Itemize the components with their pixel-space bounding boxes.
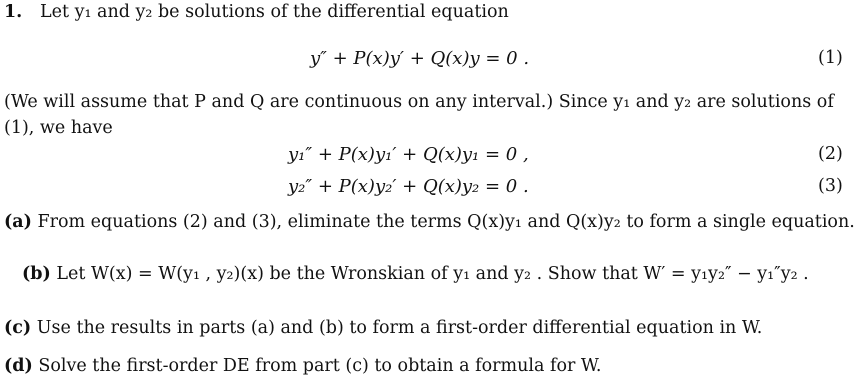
part-b-label: (b) [22, 264, 51, 284]
equation-3: y₂″ + P(x)y₂′ + Q(x)y₂ = 0 . [288, 176, 529, 197]
part-b [22, 264, 809, 284]
equation-2-tag: (2) [818, 144, 843, 164]
equation-1: y″ + P(x)y′ + Q(x)y = 0 . [310, 48, 530, 69]
part-b-text: Let W(x) = W(y₁ , y₂)(x) be the Wronskian of y₁ and y₂ . Show that W′ = y₁y₂″ − y₁″y₂ . [56, 264, 809, 284]
problem-number: 1. [4, 2, 23, 22]
part-a-label: (a) [4, 212, 32, 232]
part-c-label: (c) [4, 318, 32, 338]
assumption-line-1: (We will assume that P and Q are continuous on any interval.) Since y₁ and y₂ are solutions of [4, 92, 834, 112]
part-d-label: (d) [4, 356, 33, 376]
equation-2: y₁″ + P(x)y₁′ + Q(x)y₁ = 0 , [288, 144, 529, 165]
part-d-text: Solve the first-order DE from part (c) to obtain a formula for W. [38, 356, 602, 376]
part-a-text: From equations (2) and (3), eliminate the terms Q(x)y₁ and Q(x)y₂ to form a single equation. [37, 212, 855, 232]
equation-1-tag: (1) [818, 48, 843, 68]
part-c-text: Use the results in parts (a) and (b) to form a first-order differential equation in W. [36, 318, 763, 338]
assumption-line-2: (1), we have [4, 118, 113, 138]
part-d [4, 356, 601, 376]
problem-intro: Let y₁ and y₂ be solutions of the differential equation [40, 2, 509, 22]
part-a [4, 212, 855, 232]
equation-3-tag: (3) [818, 176, 843, 196]
part-c [4, 318, 762, 338]
